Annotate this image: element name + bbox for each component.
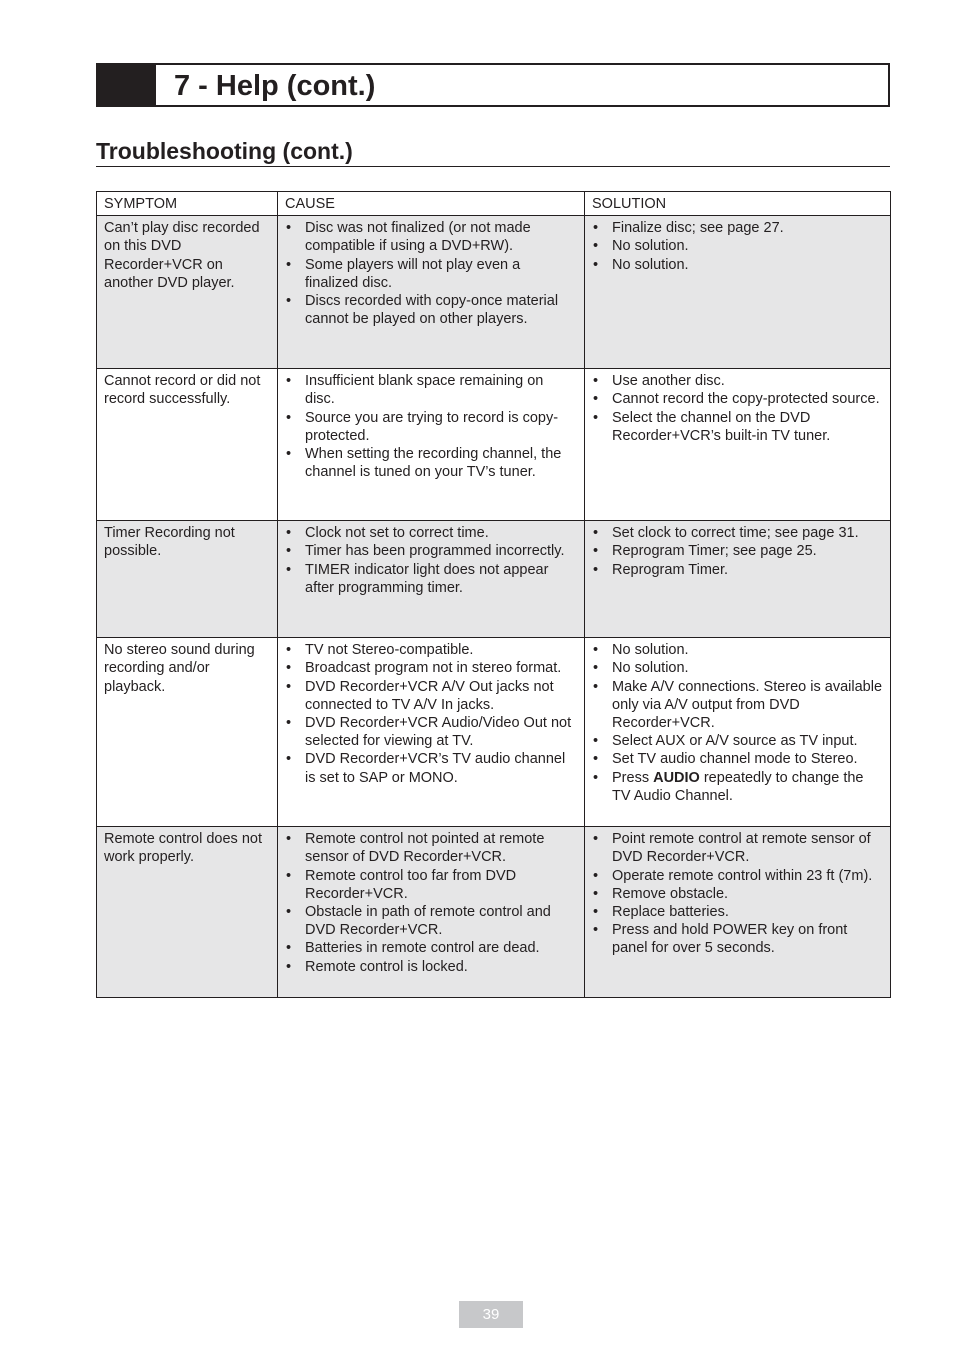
cause-cell [278,638,585,827]
header-symptom: SYMPTOM [97,192,278,216]
solution-cell [585,521,891,638]
symptom-cell [97,216,278,369]
chapter-title: 7 - Help (cont.) [174,70,376,102]
header-accent-block [98,65,156,105]
table-row [97,216,891,369]
list-item: • Reprogram Timer; see page 25. [592,542,883,560]
symptom-cell [97,369,278,521]
header-solution: SOLUTION [585,192,891,216]
page-number: 39 [459,1301,523,1328]
list-item: • Source you are trying to record is copy-protected. [285,409,577,445]
cause-list [285,641,577,787]
list-item: • Remote control not pointed at remote sensor of DVD Recorder+VCR. [285,830,577,866]
symptom-cell [97,521,278,638]
cause-list [285,830,577,976]
list-item: • Set clock to correct time; see page 31. [592,524,883,542]
list-item: • TIMER indicator light does not appear after programming timer. [285,561,577,597]
list-item: • Remove obstacle. [592,885,883,903]
symptom-text: Can’t play disc recorded on this DVD Recorder+VCR on another DVD player. [104,220,260,291]
solution-cell [585,216,891,369]
audio-key-label: AUDIO [653,769,700,786]
table-row [97,638,891,827]
list-item: • Select AUX or A/V source as TV input. [592,732,883,750]
list-item: • Obstacle in path of remote control and DVD Recorder+VCR. [285,903,577,939]
list-item: • Remote control too far from DVD Recorder+VCR. [285,867,577,903]
list-item: • Use another disc. [592,372,883,390]
list-item [592,769,883,805]
symptom-text: Timer Recording not possible. [104,525,235,560]
cause-cell [278,216,585,369]
symptom-text: No stereo sound during recording and/or playback. [104,642,255,695]
list-item: • No solution. [592,237,883,255]
list-item: • Point remote control at remote sensor of DVD Recorder+VCR. [592,830,883,866]
symptom-cell [97,827,278,998]
solution-list [592,830,883,957]
symptom-text: Cannot record or did not record successfully. [104,373,261,408]
list-item: • No solution. [592,256,883,274]
solution-cell [585,369,891,521]
table-header-row [97,192,891,216]
list-item: • When setting the recording channel, the channel is tuned on your TV’s tuner. [285,445,577,481]
list-item: • Make A/V connections. Stereo is available only via A/V output from DVD Recorder+VCR. [592,678,883,733]
solution-list [592,641,883,805]
list-item: • Cannot record the copy-protected source. [592,390,883,408]
cause-cell [278,369,585,521]
table-row [97,369,891,521]
list-item: • DVD Recorder+VCR’s TV audio channel is set to SAP or MONO. [285,750,577,786]
header-cause: CAUSE [278,192,585,216]
list-item: • Some players will not play even a finalized disc. [285,256,577,292]
cause-list [285,524,577,597]
list-item: • Insufficient blank space remaining on disc. [285,372,577,408]
list-item: • Batteries in remote control are dead. [285,939,577,957]
list-item: • Operate remote control within 23 ft (7m). [592,867,883,885]
solution-cell [585,827,891,998]
list-item: • Replace batteries. [592,903,883,921]
symptom-cell [97,638,278,827]
symptom-text: Remote control does not work properly. [104,831,262,866]
list-item: • Discs recorded with copy-once material cannot be played on other players. [285,292,577,328]
list-item: • Press and hold POWER key on front panel for over 5 seconds. [592,921,883,957]
audio-suffix-text: repeatedly to change the TV Audio Channel. [612,769,864,804]
list-item: • Select the channel on the DVD Recorder+VCR’s built-in TV tuner. [592,409,883,445]
cause-list [285,219,577,328]
section-title: Troubleshooting (cont.) [96,136,890,167]
solution-cell [585,638,891,827]
list-item: • TV not Stereo-compatible. [285,641,577,659]
table-row [97,521,891,638]
list-item: • Finalize disc; see page 27. [592,219,883,237]
list-item: • Timer has been programmed incorrectly. [285,542,577,560]
cause-list [285,372,577,481]
table-row [97,827,891,998]
list-item: • Disc was not finalized (or not made compatible if using a DVD+RW). [285,219,577,255]
list-item: • DVD Recorder+VCR Audio/Video Out not selected for viewing at TV. [285,714,577,750]
cause-cell [278,521,585,638]
list-item: • Clock not set to correct time. [285,524,577,542]
list-item: • No solution. [592,659,883,677]
solution-list [592,524,883,579]
list-item: • Set TV audio channel mode to Stereo. [592,750,883,768]
troubleshooting-table [96,191,891,998]
solution-list [592,219,883,274]
solution-list [592,372,883,445]
chapter-header [96,63,890,107]
audio-prefix-text: Press [612,769,654,786]
list-item: • No solution. [592,641,883,659]
list-item: • Remote control is locked. [285,958,577,976]
list-item: • Reprogram Timer. [592,561,883,579]
cause-cell [278,827,585,998]
list-item: • DVD Recorder+VCR A/V Out jacks not connected to TV A/V In jacks. [285,678,577,714]
list-item: • Broadcast program not in stereo format. [285,659,577,677]
